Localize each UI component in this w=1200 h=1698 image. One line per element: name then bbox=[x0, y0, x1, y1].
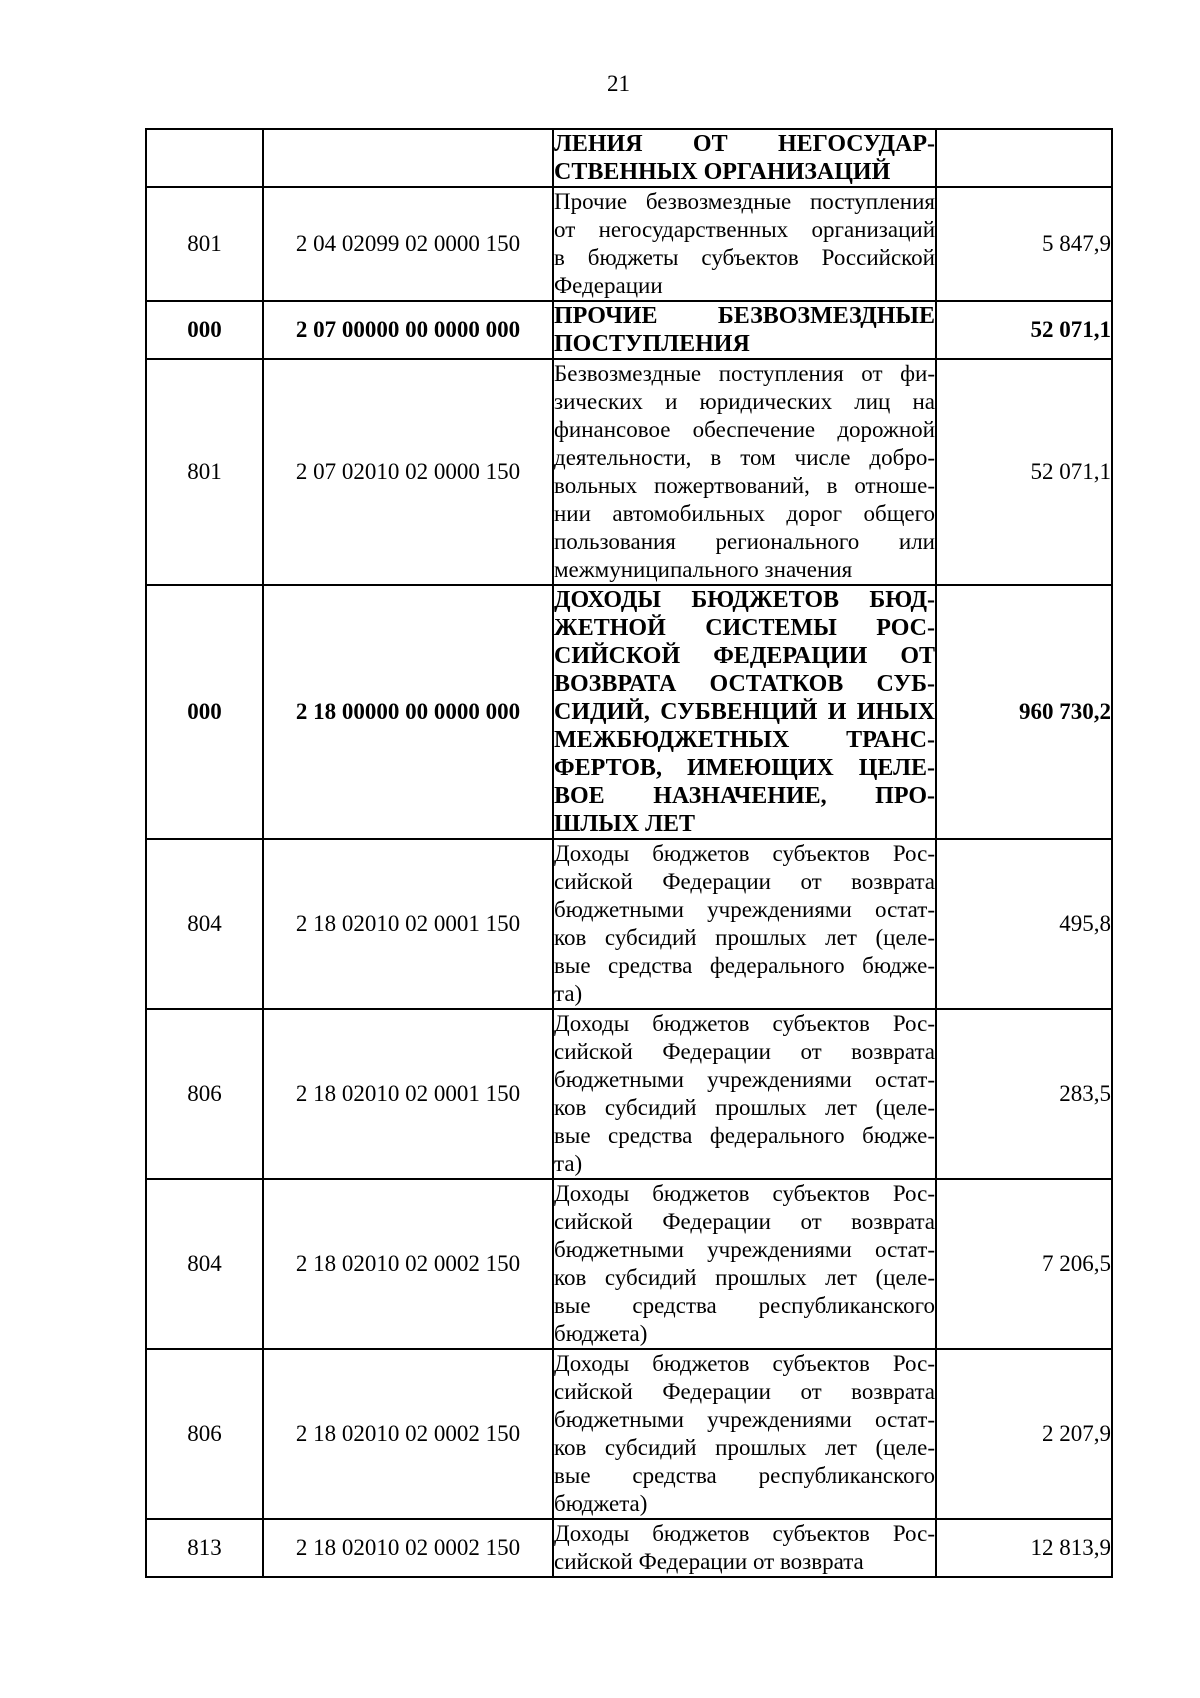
revenue-name-line: та) bbox=[554, 981, 583, 1006]
revenue-name-cell bbox=[553, 1349, 936, 1519]
revenue-name-line: ков субсидий прошлых лет (целе- bbox=[554, 1265, 935, 1290]
amount-cell: 495,8 bbox=[936, 839, 1112, 1009]
admin-code-cell: 804 bbox=[146, 839, 263, 1009]
revenue-name-line: Доходы бюджетов субъектов Рос- bbox=[554, 1521, 935, 1546]
budget-classification-code-cell: 2 07 00000 00 0000 000 bbox=[263, 301, 553, 359]
table-row bbox=[146, 359, 1112, 585]
revenue-name-line: вольных пожертвований, в отноше- bbox=[554, 473, 935, 498]
amount-cell: 52 071,1 bbox=[936, 359, 1112, 585]
revenue-name-line: сийской Федерации от возврата bbox=[554, 1039, 935, 1064]
revenue-name-cell bbox=[553, 301, 936, 359]
revenue-name-line: деятельности, в том числе добро- bbox=[554, 445, 935, 470]
revenue-name-line: ков субсидий прошлых лет (целе- bbox=[554, 1435, 935, 1460]
revenue-name-line: бюджета) bbox=[554, 1491, 648, 1516]
admin-code-cell: 806 bbox=[146, 1009, 263, 1179]
revenue-name-line: СТВЕННЫХ ОРГАНИЗАЦИЙ bbox=[554, 159, 891, 185]
revenue-name-line: бюджета) bbox=[554, 1321, 648, 1346]
revenue-name-line: сийской Федерации от возврата bbox=[554, 869, 935, 894]
revenue-name-cell bbox=[553, 1519, 936, 1577]
table-row bbox=[146, 1009, 1112, 1179]
revenue-name-line: ков субсидий прошлых лет (целе- bbox=[554, 925, 935, 950]
revenue-name-line: Доходы бюджетов субъектов Рос- bbox=[554, 1181, 935, 1206]
revenue-name-line: бюджетными учреждениями остат- bbox=[554, 1407, 935, 1432]
revenue-name-line: сийской Федерации от возврата bbox=[554, 1379, 935, 1404]
revenue-name-line: ЛЕНИЯ ОТ НЕГОСУДАР- bbox=[554, 131, 935, 157]
admin-code-cell: 801 bbox=[146, 359, 263, 585]
page-number: 21 bbox=[607, 71, 630, 96]
revenue-name-line: МЕЖБЮДЖЕТНЫХ ТРАНС- bbox=[554, 727, 935, 753]
revenue-name-cell bbox=[553, 1009, 936, 1179]
revenue-name-line: сийской Федерации от возврата bbox=[554, 1209, 935, 1234]
admin-code-cell: 813 bbox=[146, 1519, 263, 1577]
amount-cell: 52 071,1 bbox=[936, 301, 1112, 359]
amount-cell: 960 730,2 bbox=[936, 585, 1112, 839]
revenue-name-line: бюджетными учреждениями остат- bbox=[554, 1067, 935, 1092]
revenue-name-line: ПРОЧИЕ БЕЗВОЗМЕЗДНЫЕ bbox=[554, 303, 935, 329]
revenue-name-line: ВОЗВРАТА ОСТАТКОВ СУБ- bbox=[554, 671, 935, 697]
revenue-name-line: в бюджеты субъектов Российской bbox=[554, 245, 935, 270]
amount-cell: 2 207,9 bbox=[936, 1349, 1112, 1519]
revenue-name-line: Доходы бюджетов субъектов Рос- bbox=[554, 1011, 935, 1036]
revenue-name-line: Безвозмездные поступления от фи- bbox=[554, 361, 935, 386]
budget-classification-code-cell: 2 18 02010 02 0002 150 bbox=[263, 1179, 553, 1349]
amount-cell: 12 813,9 bbox=[936, 1519, 1112, 1577]
revenue-name-line: ФЕРТОВ, ИМЕЮЩИХ ЦЕЛЕ- bbox=[554, 755, 935, 781]
table-row bbox=[146, 1519, 1112, 1577]
admin-code-cell: 000 bbox=[146, 585, 263, 839]
amount-cell: 283,5 bbox=[936, 1009, 1112, 1179]
revenue-name-cell bbox=[553, 187, 936, 301]
revenue-name-line: пользования регионального или bbox=[554, 529, 935, 554]
revenue-name-cell bbox=[553, 129, 936, 187]
revenue-name-line: ВОЕ НАЗНАЧЕНИЕ, ПРО- bbox=[554, 783, 935, 809]
table-row bbox=[146, 301, 1112, 359]
budget-classification-code-cell: 2 07 02010 02 0000 150 bbox=[263, 359, 553, 585]
revenue-name-cell bbox=[553, 359, 936, 585]
admin-code-cell: 806 bbox=[146, 1349, 263, 1519]
revenue-name-line: сийской Федерации от возврата bbox=[554, 1549, 864, 1574]
revenue-name-line: Доходы бюджетов субъектов Рос- bbox=[554, 841, 935, 866]
revenue-name-cell bbox=[553, 1179, 936, 1349]
amount-cell: 7 206,5 bbox=[936, 1179, 1112, 1349]
table-row bbox=[146, 839, 1112, 1009]
revenue-name-line: Федерации bbox=[554, 273, 663, 298]
table-body bbox=[146, 129, 1112, 1577]
revenue-name-line: ЖЕТНОЙ СИСТЕМЫ РОС- bbox=[554, 615, 935, 641]
revenue-name-line: нии автомобильных дорог общего bbox=[554, 501, 935, 526]
revenue-name-line: СИДИЙ, СУБВЕНЦИЙ И ИНЫХ bbox=[554, 699, 935, 725]
budget-classification-code-cell: 2 18 00000 00 0000 000 bbox=[263, 585, 553, 839]
revenue-name-line: ПОСТУПЛЕНИЯ bbox=[554, 331, 750, 357]
table-row bbox=[146, 129, 1112, 187]
table-row bbox=[146, 585, 1112, 839]
budget-classification-code-cell bbox=[263, 129, 553, 187]
budget-classification-code-cell: 2 18 02010 02 0001 150 bbox=[263, 1009, 553, 1179]
budget-classification-code-cell: 2 18 02010 02 0002 150 bbox=[263, 1519, 553, 1577]
budget-revenue-table bbox=[145, 128, 1113, 1578]
revenue-name-line: вые средства федерального бюдже- bbox=[554, 953, 935, 978]
admin-code-cell: 801 bbox=[146, 187, 263, 301]
revenue-name-line: бюджетными учреждениями остат- bbox=[554, 1237, 935, 1262]
revenue-name-line: Доходы бюджетов субъектов Рос- bbox=[554, 1351, 935, 1376]
revenue-name-line: СИЙСКОЙ ФЕДЕРАЦИИ ОТ bbox=[554, 643, 935, 669]
revenue-name-line: ДОХОДЫ БЮДЖЕТОВ БЮД- bbox=[554, 587, 935, 613]
revenue-name-line: финансовое обеспечение дорожной bbox=[554, 417, 935, 442]
revenue-name-cell bbox=[553, 839, 936, 1009]
amount-cell: 5 847,9 bbox=[936, 187, 1112, 301]
revenue-name-line: Прочие безвозмездные поступления bbox=[554, 189, 935, 214]
revenue-name-line: та) bbox=[554, 1151, 583, 1176]
revenue-name-line: вые средства федерального бюдже- bbox=[554, 1123, 935, 1148]
budget-classification-code-cell: 2 04 02099 02 0000 150 bbox=[263, 187, 553, 301]
revenue-name-cell bbox=[553, 585, 936, 839]
table-row bbox=[146, 187, 1112, 301]
admin-code-cell: 000 bbox=[146, 301, 263, 359]
revenue-name-line: зических и юридических лиц на bbox=[554, 389, 935, 414]
admin-code-cell: 804 bbox=[146, 1179, 263, 1349]
revenue-name-line: вые средства республиканского bbox=[554, 1463, 935, 1488]
revenue-name-line: ков субсидий прошлых лет (целе- bbox=[554, 1095, 935, 1120]
admin-code-cell bbox=[146, 129, 263, 187]
budget-classification-code-cell: 2 18 02010 02 0002 150 bbox=[263, 1349, 553, 1519]
revenue-name-line: межмуниципального значения bbox=[554, 557, 853, 582]
revenue-name-line: от негосударственных организаций bbox=[554, 217, 935, 242]
revenue-name-line: бюджетными учреждениями остат- bbox=[554, 897, 935, 922]
table-row bbox=[146, 1349, 1112, 1519]
budget-classification-code-cell: 2 18 02010 02 0001 150 bbox=[263, 839, 553, 1009]
table-row bbox=[146, 1179, 1112, 1349]
revenue-name-line: ШЛЫХ ЛЕТ bbox=[554, 811, 696, 837]
amount-cell bbox=[936, 129, 1112, 187]
revenue-name-line: вые средства республиканского bbox=[554, 1293, 935, 1318]
